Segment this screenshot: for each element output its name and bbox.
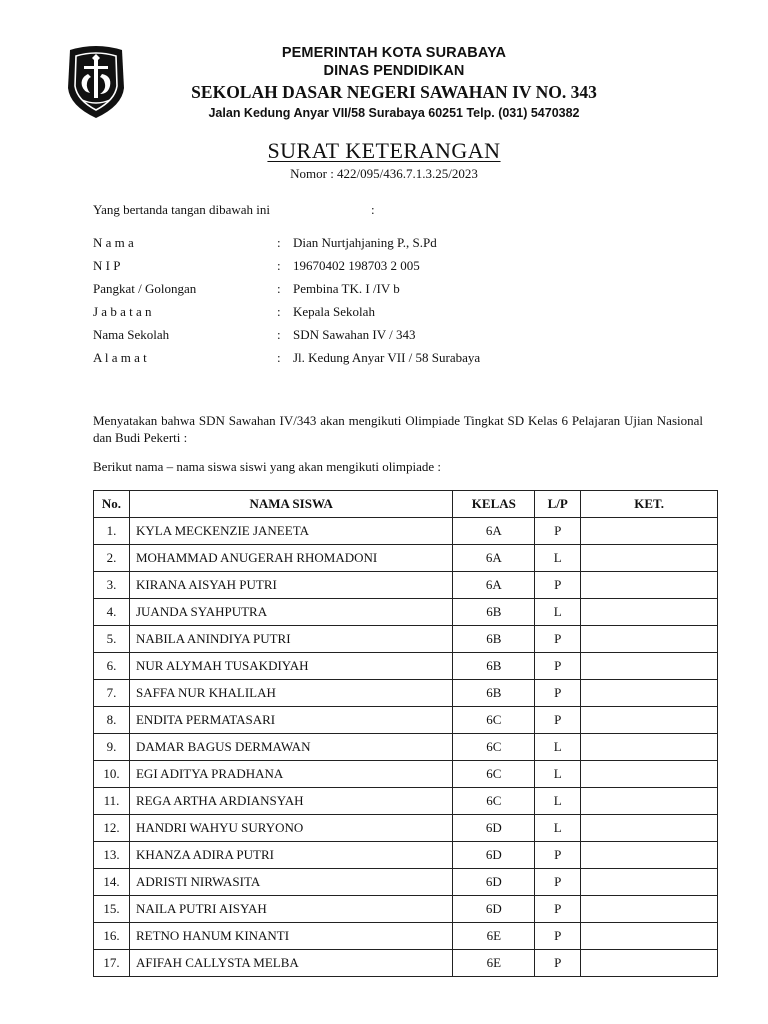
cell-no: 12. — [94, 815, 130, 842]
cell-nama: AFIFAH CALLYSTA MELBA — [129, 950, 452, 977]
cell-lp: L — [535, 545, 581, 572]
cell-ket — [581, 707, 718, 734]
cell-nama: KYLA MECKENZIE JANEETA — [129, 518, 452, 545]
cell-no: 7. — [94, 680, 130, 707]
cell-lp: P — [535, 680, 581, 707]
info-separator: : — [277, 304, 281, 319]
cell-lp: P — [535, 653, 581, 680]
cell-no: 11. — [94, 788, 130, 815]
signatory-info — [93, 235, 693, 373]
department-name: DINAS PENDIDIKAN — [323, 63, 465, 79]
info-label: J a b a t a n — [93, 304, 152, 319]
cell-lp: L — [535, 761, 581, 788]
cell-ket — [581, 626, 718, 653]
cell-kelas: 6B — [453, 653, 535, 680]
cell-ket — [581, 869, 718, 896]
school-name: SEKOLAH DASAR NEGERI SAWAHAN IV NO. 343 — [191, 82, 597, 102]
cell-kelas: 6D — [453, 815, 535, 842]
cell-ket — [581, 896, 718, 923]
cell-kelas: 6C — [453, 734, 535, 761]
intro-colon: : — [371, 202, 375, 217]
table-row — [94, 707, 718, 734]
cell-kelas: 6D — [453, 869, 535, 896]
cell-lp: P — [535, 572, 581, 599]
cell-lp: L — [535, 815, 581, 842]
cell-no: 15. — [94, 896, 130, 923]
cell-ket — [581, 734, 718, 761]
cell-kelas: 6A — [453, 545, 535, 572]
table-row — [94, 572, 718, 599]
school-address: Jalan Kedung Anyar VII/58 Surabaya 60251 Telp. (031) 5470382 — [208, 106, 580, 120]
info-separator: : — [277, 281, 281, 296]
cell-lp: P — [535, 869, 581, 896]
cell-ket — [581, 680, 718, 707]
list-intro: Berikut nama – nama siswa siswi yang akan mengikuti olimpiade : — [93, 459, 442, 474]
cell-nama: SAFFA NUR KHALILAH — [129, 680, 452, 707]
cell-lp: P — [535, 896, 581, 923]
info-value: SDN Sawahan IV / 343 — [293, 327, 416, 342]
info-value: Dian Nurtjahjaning P., S.Pd — [293, 235, 437, 250]
info-separator: : — [277, 235, 281, 250]
info-label: Nama Sekolah — [93, 327, 170, 342]
table-row — [94, 788, 718, 815]
info-label: A l a m a t — [93, 350, 147, 365]
cell-kelas: 6D — [453, 842, 535, 869]
info-row-pangkat — [93, 281, 693, 304]
info-separator: : — [277, 327, 281, 342]
info-row-nip — [93, 258, 693, 281]
table-row — [94, 950, 718, 977]
info-row-alamat — [93, 350, 693, 373]
cell-nama: KIRANA AISYAH PUTRI — [129, 572, 452, 599]
table-row — [94, 734, 718, 761]
cell-nama: EGI ADITYA PRADHANA — [129, 761, 452, 788]
cell-no: 9. — [94, 734, 130, 761]
cell-kelas: 6C — [453, 707, 535, 734]
table-header-row — [94, 491, 718, 518]
info-value: Pembina TK. I /IV b — [293, 281, 400, 296]
table-row — [94, 680, 718, 707]
document-number: Nomor : 422/095/436.7.1.3.25/2023 — [290, 166, 478, 181]
statement-paragraph: Menyatakan bahwa SDN Sawahan IV/343 akan mengikuti Olimpiade Tingkat SD Kelas 6 Pelajaran Ujian Nasional dan Budi Pekerti : — [93, 413, 703, 445]
letterhead — [150, 44, 638, 121]
cell-kelas: 6B — [453, 599, 535, 626]
cell-kelas: 6E — [453, 950, 535, 977]
cell-kelas: 6B — [453, 680, 535, 707]
table-row — [94, 599, 718, 626]
info-value: 19670402 198703 2 005 — [293, 258, 420, 273]
cell-ket — [581, 923, 718, 950]
cell-kelas: 6D — [453, 896, 535, 923]
header-no: No. — [94, 491, 130, 518]
header-lp: L/P — [535, 491, 581, 518]
info-value: Kepala Sekolah — [293, 304, 375, 319]
cell-ket — [581, 653, 718, 680]
cell-no: 5. — [94, 626, 130, 653]
info-label: N I P — [93, 258, 121, 273]
cell-no: 6. — [94, 653, 130, 680]
intro-line — [93, 202, 693, 218]
header-nama: NAMA SISWA — [129, 491, 452, 518]
table-row — [94, 653, 718, 680]
cell-nama: DAMAR BAGUS DERMAWAN — [129, 734, 452, 761]
header-kelas: KELAS — [453, 491, 535, 518]
document-title: SURAT KETERANGAN — [267, 138, 501, 163]
header-ket: KET. — [581, 491, 718, 518]
cell-lp: P — [535, 950, 581, 977]
cell-kelas: 6A — [453, 518, 535, 545]
cell-nama: ADRISTI NIRWASITA — [129, 869, 452, 896]
cell-lp: L — [535, 788, 581, 815]
table-row — [94, 761, 718, 788]
cell-nama: NABILA ANINDIYA PUTRI — [129, 626, 452, 653]
cell-no: 8. — [94, 707, 130, 734]
cell-no: 1. — [94, 518, 130, 545]
cell-ket — [581, 761, 718, 788]
table-row — [94, 869, 718, 896]
cell-ket — [581, 815, 718, 842]
cell-no: 14. — [94, 869, 130, 896]
table-row — [94, 545, 718, 572]
cell-lp: P — [535, 518, 581, 545]
cell-ket — [581, 572, 718, 599]
cell-nama: NUR ALYMAH TUSAKDIYAH — [129, 653, 452, 680]
info-row-nama — [93, 235, 693, 258]
surabaya-emblem-icon — [62, 40, 130, 120]
cell-no: 17. — [94, 950, 130, 977]
cell-no: 4. — [94, 599, 130, 626]
info-label: Pangkat / Golongan — [93, 281, 197, 296]
table-row — [94, 842, 718, 869]
table-row — [94, 518, 718, 545]
table-row — [94, 626, 718, 653]
info-row-jabatan — [93, 304, 693, 327]
cell-nama: ENDITA PERMATASARI — [129, 707, 452, 734]
cell-no: 13. — [94, 842, 130, 869]
cell-no: 16. — [94, 923, 130, 950]
cell-lp: L — [535, 734, 581, 761]
info-label: N a m a — [93, 235, 134, 250]
cell-no: 2. — [94, 545, 130, 572]
cell-kelas: 6E — [453, 923, 535, 950]
intro-text: Yang bertanda tangan dibawah ini — [93, 202, 271, 217]
cell-lp: P — [535, 626, 581, 653]
cell-lp: P — [535, 707, 581, 734]
cell-nama: REGA ARTHA ARDIANSYAH — [129, 788, 452, 815]
table-row — [94, 815, 718, 842]
cell-kelas: 6B — [453, 626, 535, 653]
info-row-sekolah — [93, 327, 693, 350]
cell-kelas: 6C — [453, 761, 535, 788]
cell-ket — [581, 950, 718, 977]
cell-nama: NAILA PUTRI AISYAH — [129, 896, 452, 923]
student-table — [93, 490, 718, 977]
cell-ket — [581, 842, 718, 869]
government-name: PEMERINTAH KOTA SURABAYA — [281, 45, 507, 61]
cell-nama: JUANDA SYAHPUTRA — [129, 599, 452, 626]
cell-nama: RETNO HANUM KINANTI — [129, 923, 452, 950]
cell-nama: MOHAMMAD ANUGERAH RHOMADONI — [129, 545, 452, 572]
cell-ket — [581, 788, 718, 815]
cell-lp: P — [535, 842, 581, 869]
info-separator: : — [277, 258, 281, 273]
cell-kelas: 6C — [453, 788, 535, 815]
cell-nama: KHANZA ADIRA PUTRI — [129, 842, 452, 869]
cell-no: 3. — [94, 572, 130, 599]
cell-ket — [581, 545, 718, 572]
cell-lp: L — [535, 599, 581, 626]
cell-nama: HANDRI WAHYU SURYONO — [129, 815, 452, 842]
cell-lp: P — [535, 923, 581, 950]
cell-no: 10. — [94, 761, 130, 788]
info-separator: : — [277, 350, 281, 365]
table-row — [94, 896, 718, 923]
cell-ket — [581, 518, 718, 545]
cell-ket — [581, 599, 718, 626]
table-row — [94, 923, 718, 950]
info-value: Jl. Kedung Anyar VII / 58 Surabaya — [293, 350, 481, 365]
cell-kelas: 6A — [453, 572, 535, 599]
